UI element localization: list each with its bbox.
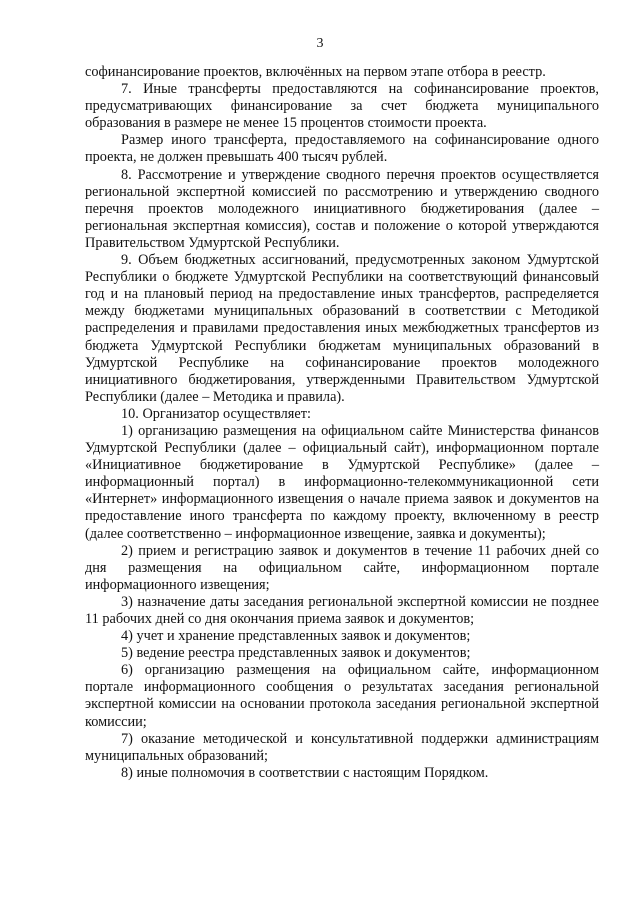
paragraph-subitem-5: 5) ведение реестра представленных заявок и документов; bbox=[121, 645, 471, 662]
document-body bbox=[85, 64, 599, 782]
paragraph-item-7: 7. Иные трансферты предоставляются на софинансирование проектов, предусматривающих финансирование за счет бюджета муниципального образования в размере не менее 15 процентов стоимости проекта. bbox=[85, 81, 599, 132]
paragraph-subitem-2: 2) прием и регистрацию заявок и документов в течение 11 рабочих дней со дня размещения на официальном сайте, информационном портале информационного извещения; bbox=[85, 542, 599, 593]
paragraph-subitem-6: 6) организацию размещения на официальном сайте, информационном портале информационного сообщения о результатах заседания региональной экспертной комиссии на основании протокола заседания региональной экспертной комиссии; bbox=[85, 662, 599, 730]
paragraph-subitem-3: 3) назначение даты заседания региональной экспертной комиссии не позднее 11 рабочих дней со дня окончания приема заявок и документов; bbox=[85, 593, 599, 627]
paragraph-item-10: 10. Организатор осуществляет: bbox=[121, 405, 311, 422]
paragraph-item-9: 9. Объем бюджетных ассигнований, предусмотренных законом Удмуртской Республики о бюджете Удмуртской Республики на соответствующий финансовый год и на плановый период на предоставление иных трансфертов, распределяется между бюджетами муниципальных образований в соответствии с Методикой распределения и правилами предоставления иных межбюджетных трансфертов из бюджета Удмуртской Республики бюджетам муниципальных образований в Удмуртской Республике на софинансирование проектов молодежного инициативного бюджетирования, утвержденными Правительством Удмуртской Республики (далее – Методика и правила). bbox=[85, 252, 599, 405]
paragraph-item-8: 8. Рассмотрение и утверждение сводного перечня проектов осуществляется региональной экспертной комиссией по рассмотрению и утверждению сводного перечня проектов молодежного инициативного бюджетирования (далее – региональная экспертная комиссия), состав и положение о которой утверждаются Правительством Удмуртской Республики. bbox=[85, 166, 599, 251]
paragraph-subitem-1: 1) организацию размещения на официальном сайте Министерства финансов Удмуртской Республики (далее – официальный сайт), информационном портале «Инициативное бюджетирование в Удмуртской Республике» (далее – информационный портал) в информационно-телекоммуникационной сети «Интернет» информационного извещения о начале приема заявок и документов на предоставление иного трансферта по каждому проекту, включенному в реестр (далее соответственно – информационное извещение, заявка и документы); bbox=[85, 422, 599, 542]
paragraph-subitem-7: 7) оказание методической и консультативной поддержки администрациям муниципальных образований; bbox=[85, 730, 599, 764]
paragraph-transfer-size: Размер иного трансферта, предоставляемого на софинансирование одного проекта, не должен превышать 400 тысяч рублей. bbox=[85, 132, 599, 166]
page-number: 3 bbox=[316, 36, 324, 51]
paragraph-subitem-8: 8) иные полномочия в соответствии с настоящим Порядком. bbox=[121, 764, 489, 781]
paragraph-subitem-4: 4) учет и хранение представленных заявок и документов; bbox=[121, 628, 471, 645]
paragraph-continuation: софинансирование проектов, включённых на первом этапе отбора в реестр. bbox=[85, 64, 546, 80]
